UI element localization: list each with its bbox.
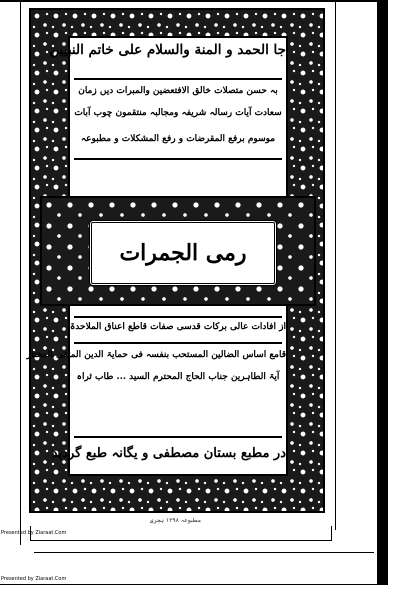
- desc-line-2: سعادت آیات رسالہ شریفہ ومجالبہ منتقمون چوب آبات: [74, 108, 282, 118]
- publisher-line: در مطبع بستان مصطفی و یگانہ طبع گردید: [51, 446, 286, 461]
- title-page-panel: [26, 36, 288, 476]
- author-line-3: آیۃ الطاہرین جناب الحاج المحترم السید ... طاب ثراہ: [76, 372, 280, 382]
- print-note: مطبوعہ ۱۲۹۸ ہجری: [150, 517, 201, 524]
- next-page-edge: [30, 526, 332, 541]
- title-cartouche: [89, 220, 277, 286]
- desc-line-3: موسوم برفع المقرضات و رفع المشکلات و مطبوعہ: [80, 134, 276, 144]
- page-edge-line: [335, 0, 336, 530]
- top-border-line: [0, 0, 388, 2]
- credit-text: Presented by Ziaraat.Com: [1, 530, 67, 536]
- left-margin-rule: [20, 0, 21, 545]
- floral-band: [40, 196, 316, 306]
- credit-text: Presented by Ziaraat.Com: [1, 576, 67, 582]
- divider: [74, 436, 282, 438]
- divider: [74, 316, 282, 318]
- desc-line-1: بہ حسن متصلات خالق الافتعضین والمبرات دیں زمان: [78, 86, 278, 96]
- book-title: رمی الجمرات: [119, 240, 247, 266]
- divider: [74, 158, 282, 160]
- bottom-border-line: [0, 584, 388, 585]
- right-scan-edge: [377, 0, 388, 585]
- author-line-2: قامع اساس الضالین المستحب بنفسہ فی حمایۃ الدین المتقی المختار: [26, 350, 286, 360]
- divider: [74, 78, 282, 80]
- title-line: جا الحمد و المنة والسلام علی خاتم النبیین: [49, 42, 286, 58]
- next-page-edge-2: [34, 540, 374, 553]
- divider: [74, 342, 282, 344]
- author-line-1: از افادات عالی برکات قدسی صفات قاطع اعناق الملاحدۃ: [70, 322, 286, 332]
